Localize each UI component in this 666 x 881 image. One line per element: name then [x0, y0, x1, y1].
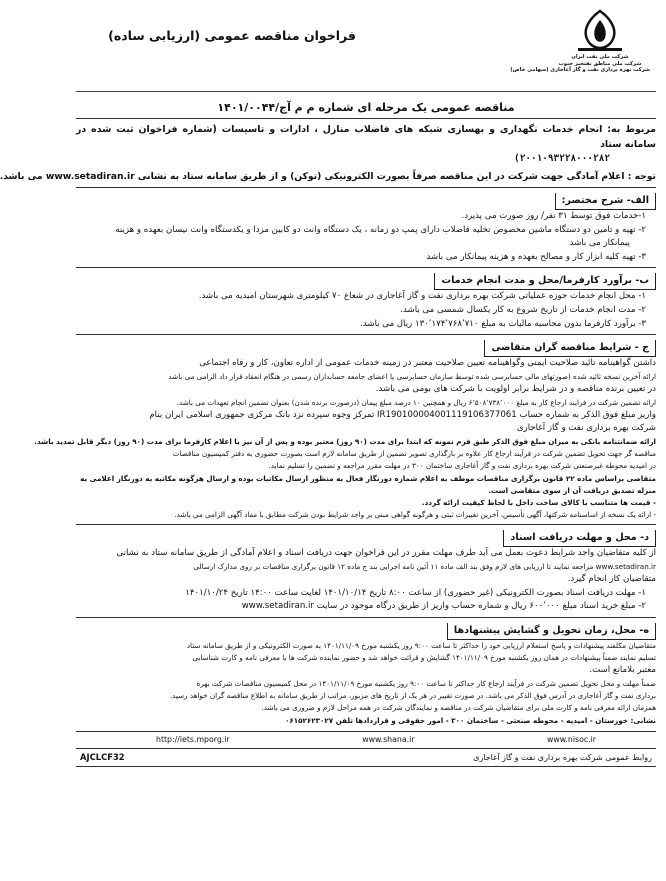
list-item: - ارائه یک نسخه از اساسنامه شرکتها، آگهی تأسیس، آخرین تغییرات ثبتی و هرگونه گواهی مبنی بر واجد شرایط بودن شرکت مطابق با مفاد آگهی الزامی می باشد.: [174, 510, 656, 520]
list-item: ۳- تهیه کلیه ابزار کار و مصالح بعهده و هزینه پیمانکار می باشد: [426, 251, 646, 262]
section-c-heading: ج - شرایط مناقصه گران متقاضی: [484, 340, 656, 357]
list-item: همزمان ارائه معرفی نامه و کارت ملی برای متقاضیان شرکت در مناقصه و نمایندگان شرکت در همه مراحل لازم و ضروری می باشد.: [261, 703, 656, 713]
list-item: ارائه ضمانتنامه بانکی به میزان مبلغ فوق الذکر طبق فرم نمونه که ابتدا برای مدت (۹۰ روز) معتبر بوده و پس از آن نیز با اعلام کارفرما برای مدت (۹۰ روز) دیگر قابل تمدید باشد.: [34, 436, 656, 446]
divider: [76, 524, 656, 525]
footer-link-nisoc[interactable]: www.nisoc.ir: [547, 735, 596, 745]
list-item: منزله تصدیق دریافت آن از سوی متقاضی است.: [488, 485, 656, 495]
list-item: داشتن گواهینامه تائید صلاحیت ایمنی وگواهینامه تعیین صلاحیت معتبر در زمینه خدمات عمومی از اداره تعاون، کار و رفاه اجتماعی: [199, 358, 656, 369]
section-a-heading: الف- شرح مختصر:: [555, 193, 656, 210]
list-item: متقاضی براساس ماده ۲۲ قانون برگزاری مناقصات موظف به اعلام شماره دورنگار فعال به منظور ارسال مکاتبات بوده و ارسال هرگونه مکاتبه به دورنگار اعلامی به: [80, 473, 656, 483]
divider: [76, 334, 656, 335]
attention-note: توجه : اعلام آمادگی جهت شرکت در این مناقصه صرفاً بصورت الکترونیکی (توکن) و از طریق سامانه ستاد به نشانی www.setadiran.ir می باشد.: [0, 171, 656, 182]
section-b-heading: ب- برآورد کارفرما/محل و مدت انجام خدمات: [434, 273, 656, 290]
list-item: متقاضیان کار انجام گیرد.: [567, 574, 656, 585]
list-item: ۱-خدمات فوق توسط ۳۱ نفر/ روز صورت می پذیرد.: [461, 211, 646, 221]
list-item: ۲- مدت انجام خدمات از تاریخ شروع به کار یکسال شمسی می باشد.: [400, 304, 646, 315]
logo-line: شرکت ملی نفت ایران: [571, 54, 629, 60]
footer-link-shana[interactable]: www.shana.ir: [362, 735, 415, 745]
list-item: ۲- مبلغ خرید اسناد مبلغ ۶۰۰٬۰۰۰ ریال و شماره حساب واریز از طریق درگاه موجود در سایت www.setadiran.ir: [241, 601, 646, 612]
divider: [76, 617, 656, 618]
notice-header: [76, 6, 656, 92]
list-item: معتبر بلامانع است.: [589, 665, 656, 676]
list-item: www.setadiran.ir مراجعه نمایند تا ارزیابی های لازم وفق بند الف ماده ۱۱ آئین نامه اجرایی بند ج ماده ۱۲ قانون برگزاری مناقصات بر روی مدارک ارسالی: [193, 561, 656, 571]
footer-links: [76, 731, 656, 749]
footer-link-iets[interactable]: http://iets.mporg.ir: [156, 735, 230, 745]
divider: [76, 118, 656, 119]
list-item: ارائه تضمین شرکت در فرایند ارجاع کار به مبلغ ۶٬۵۰۸٬۷۳۸٬۰۰۰ ریال و همچنین ۱۰ درصد مبلغ پیمان (درصورت برنده شدن) بعنوان تضمین انجام تعهدات می باشد.: [176, 397, 656, 407]
list-item: ۲- تهیه و تامین دو دستگاه ماشین مخصوص تخلیه فاضلاب دارای پمپ دو زمانه ، یک دستگاه وانت دو کابین مزدا و یکدستگاه وانت نیسان بعهده و هزینه: [115, 224, 646, 235]
list-item: متقاضیان مکلفند پیشنهادات و پاسخ استعلام ارزیابی خود را حداکثر تا ساعت ۹:۰۰ روز یکشنبه مورخ ۱۴۰۱/۱۱/۰۹ به صورت الکترونیکی و از طریق سامانه ستاد: [186, 640, 656, 650]
divider: [76, 187, 656, 188]
tender-registration-number: ۲۰۰۱۰۹۳۲۲۸۰۰۰۲۸۲): [514, 153, 610, 164]
footer-bar: [76, 749, 656, 767]
tender-subject: مربوط به: انجام خدمات نگهداری و بهسازی شبکه های فاضلاب منازل ، ادارات و تاسیسات (شماره فراخوان ثبت شده در سامانه ستاد: [76, 124, 656, 150]
public-relations-label: روابط عمومی شرکت بهره برداری نفت و گاز آغاجاری: [473, 752, 652, 762]
list-item: در امیدیه محوطه غیرصنعتی شرکت بهره برداری نفت و گاز آغاجاری ساختمان ۳۰۰ در مهلت مقرر مراجعه و تضمین را تسلیم نماید.: [268, 461, 656, 471]
list-item: ۱- محل انجام خدمات حوزه عملیاتی شرکت بهره برداری نفت و گاز آغاجاری در شعاع ۷۰ کیلومتری شهرستان امیدیه می باشد.: [198, 291, 646, 302]
list-item: مناقصه گر جهت تحویل تضمین شرکت در فرآیند ارجاع کار علاوه بر بارگذاری تصویر تضمین از طریق سامانه لازم است بصورت حضوری به دفتر کمیسیون مناقصات: [172, 449, 656, 459]
divider: [76, 267, 656, 268]
section-e-heading: ه- محل، زمان تحویل و گشایش پیشنهادها: [447, 623, 656, 640]
section-d-heading: د- محل و مهلت دریافت اسناد: [503, 530, 656, 547]
list-item: برداری نفت و گاز آغاجاری در آدرس فوق الذکر می باشد. در صورت تغییر در هر یک از تاریخ های مزبور، مراتب از طریق سامانه به اطلاع مناقصه گران خواهد رسید.: [169, 691, 656, 701]
list-item: ۱- مهلت دریافت اسناد بصورت الکترونیکی (غیر حضوری) از ساعت ۸:۰۰ تاریخ ۱۴۰۱/۱۰/۱۴ لغایت ساعت ۱۴:۰۰ تاریخ ۱۴۰۱/۱۰/۲۴: [185, 587, 646, 598]
list-item: از کلیه متقاضیان واجد شرایط دعوت بعمل می آید طرف مهلت مقرر در این فراخوان جهت دریافت اسناد و اعلام آمادگی از طریق سامانه ستاد به نشانی: [116, 548, 656, 559]
list-item: پیمانکار می باشد: [569, 238, 630, 249]
logo-line: شرکت بهره برداری نفت و گاز آغاجاری (سهامی خاص): [510, 67, 650, 74]
contact-address: نشانی: خوزستان - امیدیه - محوطه صنعتی - ساختمان ۳۰۰ - امور حقوقی و قراردادها تلفن ۰۶۱۵۲۶۲۳۰۲۷: [284, 715, 656, 725]
oil-company-emblem-icon: [568, 8, 632, 54]
list-item: در تعیین برنده مناقصه و در شرایط برابر اولویت با شرکت های بومی می باشد.: [375, 383, 656, 394]
list-item: ۳- برآورد کارفرما بدون محاسبه مالیات به مبلغ ۱۳۰٬۱۷۴٬۷۶۸٬۷۱۰ ریال می باشد.: [360, 318, 646, 329]
page-title: فراخوان مناقصه عمومی (ارزیابی ساده): [108, 28, 356, 43]
list-item: تسلیم نمایند ضمناً پیشنهادات در همان روز یکشنبه مورخ ۱۴۰۱/۱۱/۰۹ گشایش و قرائت خواهد شد و حضور نماینده شرکت ها با معرفی نامه و کارت شناسایی: [192, 653, 656, 663]
logo-line: شرکت ملی مناطق نفتخیز جنوب: [558, 60, 642, 67]
tender-number-title: مناقصه عمومی یک مرحله ای شماره م م آج/۱۴۰۱/۰۰۴۴: [217, 101, 515, 114]
list-item: - قیمت ها متناسب با کالای ساخت داخل با لحاظ کیفیت ارائه گردد.: [421, 497, 656, 507]
list-item: ضمناً مهلت و محل تحویل تضمین شرکت در فرآیند ارجاع کار حداکثر تا ساعت ۹:۰۰ روز یکشنبه مورخ ۱۴۰۱/۱۱/۰۹ در محل کمیسیون مناقصات شرکت بهره: [196, 678, 656, 688]
notice-code: AJCLCF32: [80, 752, 125, 763]
list-item: شرکت بهره برداری نفت و گاز آغاجاری: [516, 423, 656, 434]
company-logo: [510, 8, 650, 74]
account-number-line: واریز مبلغ فوق الذکر به شماره حساب IR190100004001119106377061 تمرکز وجوه سپرده نزد بانک مرکزی جمهوری اسلامی ایران بنام: [149, 409, 656, 420]
list-item: ارائه آخرین نسخه تائید شده (صورتهای مالی حسابرسی شده توسط سازمان حسابرسی یا اعضای جامعه حسابداران رسمی در هنگام انعقاد قرار داد الزامی می باشد: [168, 371, 656, 381]
